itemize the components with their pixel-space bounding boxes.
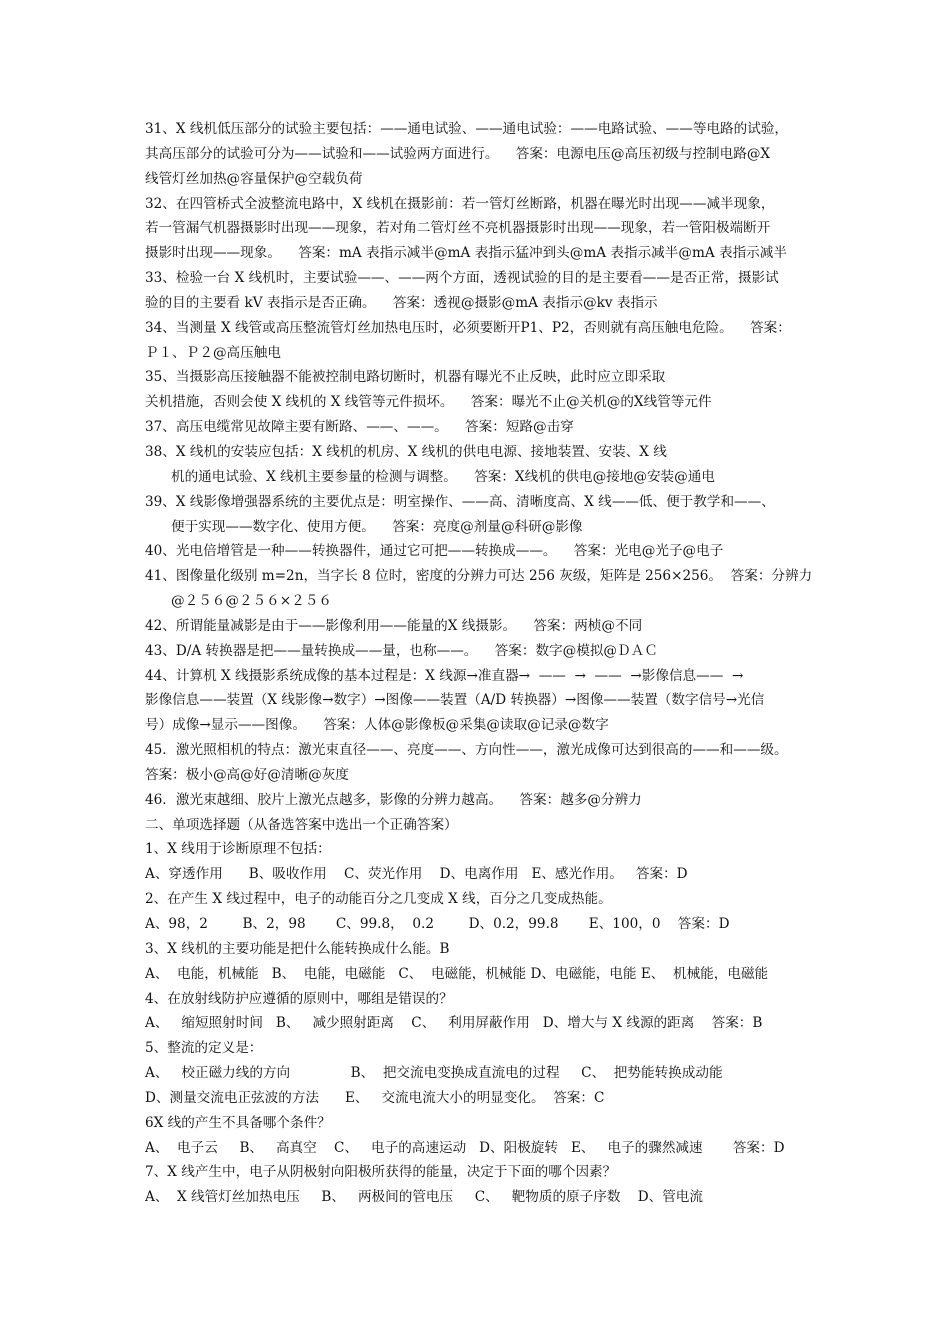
text-line: 40、光电倍增管是一种——转换器件，通过它可把——转换成——。 答案：光电@光子@电子 <box>145 543 724 560</box>
document-body <box>145 117 825 1210</box>
section-heading: 二、单项选择题（从备选答案中选出一个正确答案） <box>145 816 458 833</box>
text-line: 其高压部分的试验可分为——试验和——试验两方面进行。 答案：电源电压@高压初级与控制电路@X <box>145 145 771 162</box>
answer-options: A、98，2 B、2，98 C、99.8， 0.2 D、0.2，99.8 E、100，0 答案：D <box>145 916 730 932</box>
text-line: 影像信息——装置（X 线影像→数字）→图像——装置（A/D 转换器）→图像——装置（数字信号→光信 <box>145 692 765 709</box>
question-text: 1、X 线用于诊断原理不包括： <box>145 841 331 858</box>
text-line: 46．激光束越细、胶片上激光点越多，影像的分辨力越高。 答案：越多@分辨力 <box>145 791 642 808</box>
answer-options: A、穿透作用 B、吸收作用 C、荧光作用 D、电离作用 E、感光作用。 答案：D <box>145 866 688 883</box>
answer-options: A、 X 线管灯丝加热电压 B、 两极间的管电压 C、 靶物质的原子序数 D、管电流 <box>145 1189 703 1206</box>
text-line: Ｐ１、Ｐ２@高压触电 <box>145 344 281 361</box>
answer-options: D、测量交流电正弦波的方法 E、 交流电流大小的明显变化。 答案：C <box>145 1089 605 1106</box>
text-line: 机的通电试验、X 线机主要参量的检测与调整。 答案：X线机的供电@接地@安装@通电 <box>171 468 715 485</box>
text-line: 号）成像→显示——图像。 答案：人体@影像板@采集@读取@记录@数字 <box>145 717 609 734</box>
question-text: 2、在产生 X 线过程中，电子的动能百分之几变成 X 线，百分之几变成热能。 <box>145 891 612 908</box>
text-line: 39、X 线影像增强器系统的主要优点是：明室操作、——高、清晰度高、X 线——低、便于教学和——、 <box>145 493 775 510</box>
text-line: 32、在四管桥式全波整流电路中，X 线机在摄影前：若一管灯丝断路，机器在曝光时出现——减半现象， <box>145 195 775 212</box>
text-line: 34、当测量 X 线管或高压整流管灯丝加热电压时，必须要断开P1、P2，否则就有高压触电危险。 答案： <box>145 319 791 336</box>
text-line: 线管灯丝加热@容量保护@空载负荷 <box>145 170 363 187</box>
answer-options: A、 电能，机械能 B、 电能，电磁能 C、 电磁能，机械能 D、电磁能，电能 E、 机械能，电磁能 <box>145 965 769 982</box>
text-line: 38、X 线机的安装应包括：X 线机的机房、X 线机的供电电源、接地装置、安装、X 线 <box>145 443 667 460</box>
text-line: 验的目的主要看 kV 表指示是否正确。 答案：透视@摄影@mA 表指示@kv 表指示 <box>145 294 658 311</box>
text-line: 便于实现——数字化、使用方便。 答案：亮度@剂量@科研@影像 <box>171 518 583 535</box>
question-text: 5、整流的定义是： <box>145 1040 263 1057</box>
question-text: 3、X 线机的主要功能是把什么能转换成什么能。B <box>145 940 450 957</box>
text-line: 44、计算机 X 线摄影系统成像的基本过程是：X 线源→准直器→ —— → —— →影像信息—— → <box>145 667 744 684</box>
text-line: 关机措施，否则会使 X 线机的 X 线管等元件损坏。 答案：曝光不止@关机@的X线管等元件 <box>145 394 712 411</box>
question-text: 4、在放射线防护应遵循的原则中，哪组是错误的？ <box>145 990 453 1007</box>
text-line: @２５６@２５６×２５６ <box>171 593 332 610</box>
question-text: 7、X 线产生中，电子从阴极射向阳极所获得的能量，决定于下面的哪个因素？ <box>145 1164 617 1181</box>
text-line: 若一管漏气机器摄影时出现——现象，若对角二管灯丝不亮机器摄影时出现——现象，若一管阳极端断开 <box>145 220 771 237</box>
text-line: 答案：极小@高@好@清晰@灰度 <box>145 766 349 783</box>
text-line: 33、检验一台 X 线机时，主要试验——、——两个方面，透视试验的目的是主要看——是否正常，摄影试 <box>145 270 779 287</box>
text-line: 31、X 线机低压部分的试验主要包括：——通电试验、——通电试验：——电路试验、——等电路的试验， <box>145 121 789 137</box>
text-line: 35、当摄影高压接触器不能被控制电路切断时，机器有曝光不止反映，此时应立即采取 <box>145 369 666 386</box>
text-line: 42、所谓能量减影是由于——影像利用——能量的X 线摄影。 答案：两桢@不同 <box>145 617 643 634</box>
question-text: 6X 线的产生不具备哪个条件？ <box>145 1114 331 1131</box>
text-line: 43、D/A 转换器是把——量转换成——量，也称——。 答案：数字@模拟@ＤＡＣ <box>145 642 658 659</box>
answer-options: A、 校正磁力线的方向 B、 把交流电变换成直流电的过程 C、 把势能转换成动能 <box>145 1065 723 1082</box>
text-line: 41、图像量化级别 m=2n，当字长 8 位时，密度的分辨力可达 256 灰级，矩阵是 256×256。 答案：分辨力 <box>145 568 813 585</box>
text-line: 45．激光照相机的特点：激光束直径——、亮度——、方向性——，激光成像可达到很高的——和——级。 <box>145 742 788 759</box>
answer-options: A、 电子云 B、 高真空 C、 电子的高速运动 D、阳极旋转 E、 电子的骤然减速 答案：D <box>145 1139 785 1156</box>
answer-options: A、 缩短照射时间 B、 减少照射距离 C、 利用屏蔽作用 D、增大与 X 线源的距离 答案：B <box>145 1015 763 1032</box>
text-line: 摄影时出现——现象。 答案：mA 表指示减半@mA 表指示猛冲到头@mA 表指示减半@mA 表指示减半 <box>145 245 787 262</box>
text-line: 37、高压电缆常见故障主要有断路、——、——。 答案：短路@击穿 <box>145 419 574 436</box>
